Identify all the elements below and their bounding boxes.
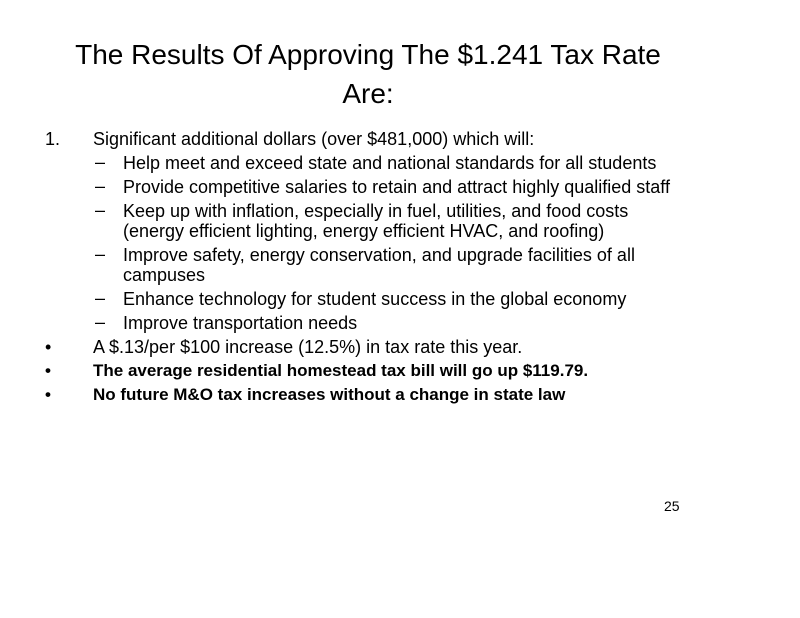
bullet-marker: – [95,312,106,332]
bullet-marker: • [45,361,51,380]
list-item-text: The average residential homestead tax bill will go up $119.79. [93,361,589,380]
list-item-text: Keep up with inflation, especially in fuel, utilities, and food costs (energy efficient lighting, energy efficient HVAC, and roofing) [123,201,629,241]
list-item [0,337,690,357]
list-item-text: Improve transportation needs [123,313,358,333]
bullet-marker: – [95,176,106,196]
list-item-text: Help meet and exceed state and national standards for all students [123,153,657,173]
bullet-marker: • [45,337,52,357]
list-item [0,129,690,149]
page-number: 25 [664,498,680,514]
list-item [0,313,677,333]
bullet-marker: – [95,152,106,172]
list-item [0,245,677,285]
bullet-marker: 1. [45,129,61,149]
list-item-text: Provide competitive salaries to retain and attract highly qualified staff [123,177,670,197]
list-item [0,201,677,241]
bullet-marker: • [45,385,51,404]
slide-title: The Results Of Approving The $1.241 Tax Rate Are: [75,39,661,109]
list-item [0,177,677,197]
bullet-list [0,129,690,409]
list-item-text: Significant additional dollars (over $481,000) which will: [93,129,535,149]
list-item [0,289,677,309]
list-item [0,361,690,381]
list-item [0,153,677,173]
bullet-marker: – [95,288,106,308]
bullet-marker: – [95,200,106,220]
list-item-text: Improve safety, energy conservation, and upgrade facilities of all campuses [123,245,635,285]
bullet-marker: – [95,244,106,264]
list-item [0,385,690,405]
list-item-text: Enhance technology for student success in the global economy [123,289,627,309]
list-item-text: A $.13/per $100 increase (12.5%) in tax rate this year. [93,337,523,357]
list-item-text: No future M&O tax increases without a change in state law [93,385,566,404]
